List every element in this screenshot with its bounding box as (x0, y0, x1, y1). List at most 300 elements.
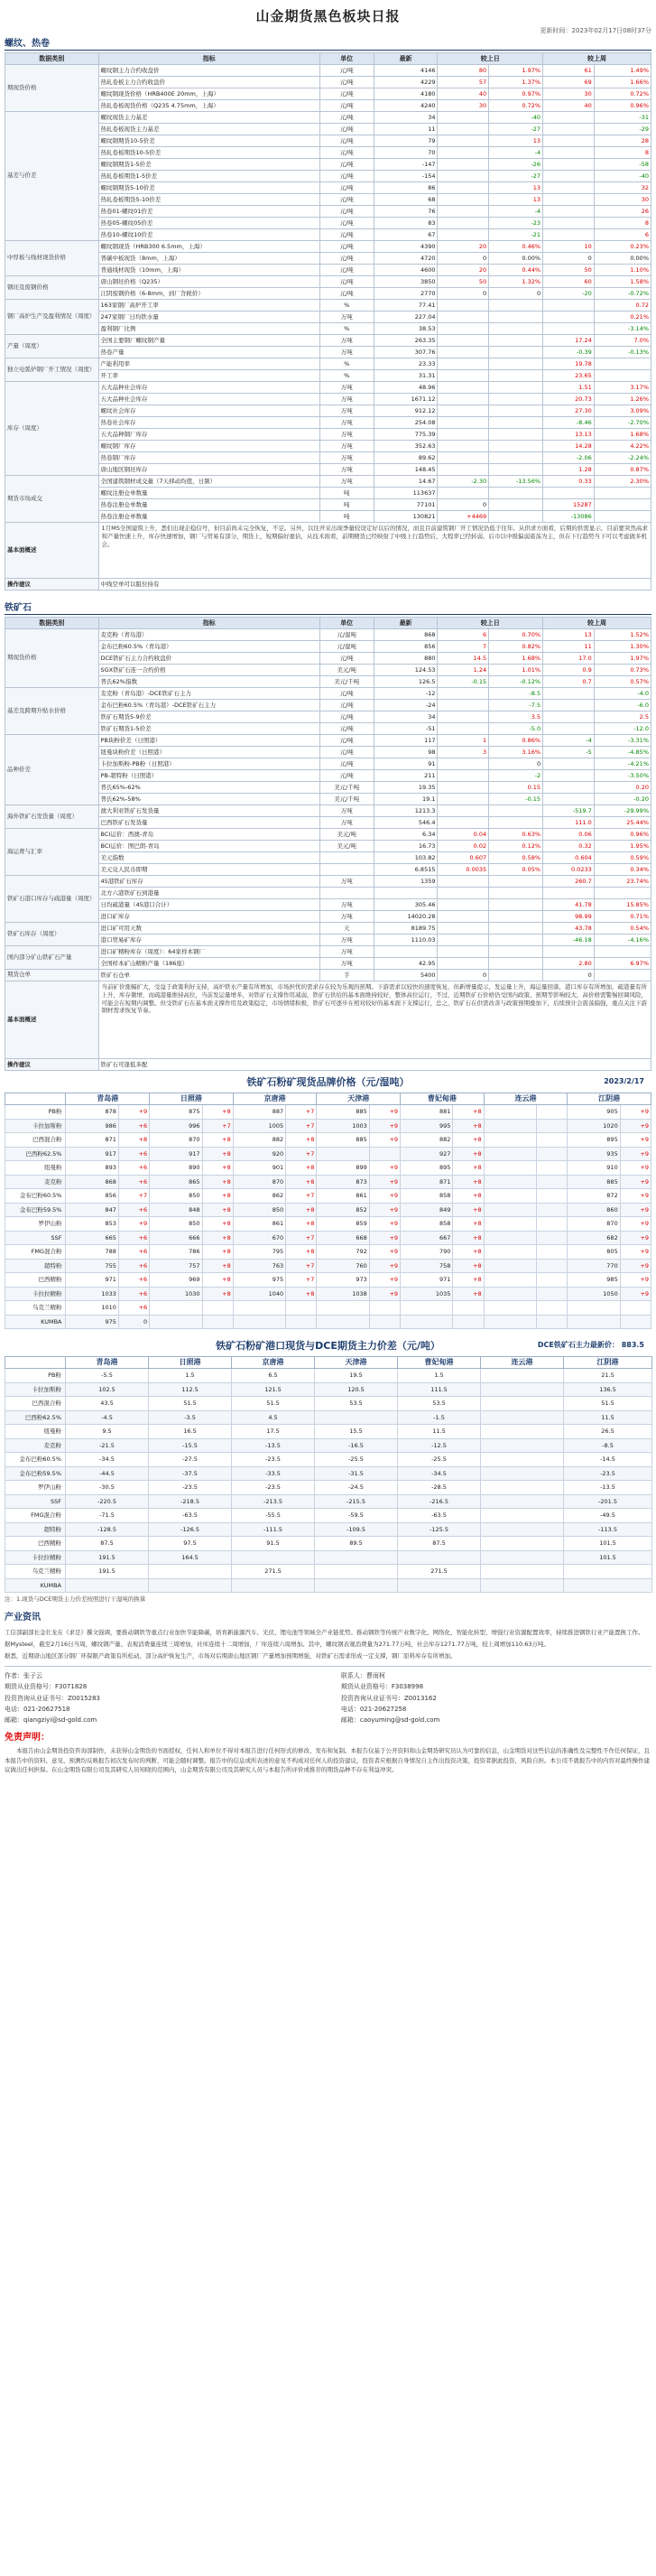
change-cell (438, 723, 489, 735)
unit-cell: 万吨 (319, 805, 374, 817)
price-cell (484, 1273, 536, 1288)
change-cell (438, 417, 489, 429)
indicator-cell: 螺纹社会库存 (98, 405, 319, 417)
basis-cell: 1.5 (398, 1369, 481, 1383)
basis-cell: 11.5 (564, 1410, 652, 1425)
ore-name: 巴西混合粉 (5, 1397, 66, 1411)
change-cell: 13.13 (543, 429, 595, 441)
price-cell: 973 (317, 1273, 369, 1288)
industry-title: 产业资讯 (5, 1613, 41, 1623)
price-cell: 971 (401, 1273, 453, 1288)
ore-name: PB粉 (5, 1369, 66, 1383)
change-cell: 30 (438, 100, 489, 112)
price-cell (233, 1301, 285, 1316)
category-cell: 铁矿石库存（周度） (5, 923, 99, 946)
basis-cell (315, 1578, 398, 1593)
basis-cell: -27.5 (149, 1453, 232, 1467)
basis-cell: 271.5 (398, 1565, 481, 1579)
price-cell (484, 1175, 536, 1189)
price-cell: 682 (568, 1231, 620, 1245)
price-cell: 887 (233, 1105, 285, 1120)
change-cell: +7 (202, 1119, 233, 1133)
change-cell: -5 (543, 747, 595, 758)
unit-cell: 万吨 (319, 417, 374, 429)
price-cell (317, 1315, 369, 1329)
indicator-cell: 五大品种社会库存 (98, 382, 319, 394)
indicator-cell: 铁矿石期货1-5价差 (98, 723, 319, 735)
change-cell: 0.97% (489, 88, 543, 100)
change-cell: 0.05% (489, 864, 543, 876)
basis-cell (481, 1425, 564, 1439)
table-row (5, 1217, 651, 1232)
price-cell: 1010 (66, 1301, 118, 1316)
unit-cell: 元/吨 (319, 276, 374, 288)
table-row (5, 124, 651, 135)
price-cell: 760 (317, 1259, 369, 1273)
indicator-cell: 盈利钢厂比例 (98, 323, 319, 335)
change-cell: 0.00% (489, 253, 543, 265)
price-cell: 996 (150, 1119, 202, 1133)
basis-cell: 19.5 (315, 1369, 398, 1383)
basis-cell: 120.5 (315, 1382, 398, 1397)
unit-cell: 万吨 (319, 464, 374, 476)
category-cell: 期现货价格 (5, 629, 99, 688)
iron-table (5, 617, 651, 1071)
price-cell: 969 (150, 1273, 202, 1288)
change-cell: +8 (286, 1203, 317, 1217)
unit-cell: % (319, 358, 374, 370)
unit-cell: 吨 (319, 499, 374, 511)
latest-cell: 305.46 (374, 899, 438, 911)
indicator-cell: 热轧卷板期货5-10价差 (98, 194, 319, 206)
latest-cell: 4229 (374, 77, 438, 88)
unit-cell: 元/吨 (319, 88, 374, 100)
change-cell: -5.0 (489, 723, 543, 735)
change-cell (594, 511, 651, 523)
port-header: 京唐港 (232, 1357, 315, 1369)
change-cell: -12.0 (594, 723, 651, 735)
table-row (5, 1105, 651, 1120)
change-cell: -2.70% (594, 417, 651, 429)
basis-cell (315, 1410, 398, 1425)
change-cell: 8 (594, 147, 651, 159)
change-cell: +6 (118, 1301, 149, 1316)
latest-cell: 42.95 (374, 958, 438, 970)
change-cell: +9 (369, 1217, 400, 1232)
change-cell: 1.01% (489, 665, 543, 676)
change-cell: +9 (369, 1105, 400, 1120)
category-cell: 铁矿石港口库存与疏港量（周度） (5, 876, 99, 923)
basis-cell: 17.5 (232, 1425, 315, 1439)
basis-cell: -128.5 (66, 1522, 149, 1537)
table-row (5, 817, 651, 829)
indicator-cell: 港口贸易矿库存 (98, 935, 319, 946)
change-cell: 20 (438, 241, 489, 253)
change-cell: 30 (543, 88, 595, 100)
basis-cell: -125.5 (398, 1522, 481, 1537)
port-header: 江阴港 (568, 1093, 651, 1105)
table-row (5, 1522, 652, 1537)
latest-cell: 1110.03 (374, 935, 438, 946)
price-cell: 927 (401, 1147, 453, 1161)
price-cell: 870 (150, 1133, 202, 1148)
table-row (5, 1550, 652, 1565)
price-cell: 850 (150, 1217, 202, 1232)
latest-cell (374, 946, 438, 958)
change-cell (438, 370, 489, 382)
change-cell (438, 441, 489, 452)
change-cell (438, 817, 489, 829)
latest-cell: 263.35 (374, 335, 438, 347)
ore-name: 罗伊山粉 (5, 1481, 66, 1495)
table-row (5, 452, 651, 464)
unit-cell: 万吨 (319, 347, 374, 358)
basis-cell: -37.5 (149, 1466, 232, 1481)
ore-name: 金布巴粉59.5% (5, 1203, 66, 1217)
price-cell: 971 (66, 1273, 118, 1288)
price-cell: 917 (150, 1147, 202, 1161)
latest-cell: 103.82 (374, 852, 438, 864)
change-cell: +8 (286, 1133, 317, 1148)
unit-cell: 元/吨 (319, 758, 374, 770)
change-cell: 13 (489, 182, 543, 194)
latest-cell: 4720 (374, 253, 438, 265)
price-cell (317, 1147, 369, 1161)
change-cell (537, 1259, 568, 1273)
change-cell: +9 (369, 1175, 400, 1189)
table-row (5, 1494, 652, 1509)
change-cell: +8 (453, 1133, 484, 1148)
latest-cell: 4146 (374, 65, 438, 77)
price-cell (484, 1203, 536, 1217)
unit-cell: 万吨 (319, 335, 374, 347)
change-cell: 60 (543, 276, 595, 288)
change-cell (438, 452, 489, 464)
basis-title-text: 铁矿石粉矿港口现货与DCE期货主力价差（元/吨） (216, 1340, 440, 1352)
price-cell: 895 (568, 1133, 620, 1148)
change-cell (438, 700, 489, 711)
price-cell (568, 1301, 620, 1316)
change-cell (202, 1315, 233, 1329)
change-cell: +8 (202, 1245, 233, 1260)
strategy-label: 操作建议 (5, 579, 99, 591)
change-cell: 20.73 (543, 394, 595, 405)
basis-cell: -59.5 (315, 1509, 398, 1523)
basic-text: 1月MS全国建筑上升，悉们出现企稳信号，但目前尚未完全恢复，不足。另外，以往开采出现季量较设定好以后的情况，而且目前建筑钢厂开工情况仍低于往年。从供求方面看，后期的供需显示，目前要突然高求和产量快速上升，库存快速增加，钢厂与贸易有部分，期货上，短期偏好重估，从技术面看，前期精货已经映射了中级上行趋势后，大程率已经转弱，后市以中级偏弱震荡为主，但在下行趋势当下可以考虑做多机会。 (98, 523, 651, 579)
change-cell: 1.37% (489, 77, 543, 88)
unit-cell: 元/吨 (319, 723, 374, 735)
basis-cell: -8.5 (564, 1438, 652, 1453)
price-cell: 805 (568, 1245, 620, 1260)
latest-cell (374, 888, 438, 899)
change-cell: 98.99 (543, 911, 595, 923)
table-row (5, 323, 651, 335)
unit-cell: 万吨 (319, 405, 374, 417)
change-cell: 27.30 (543, 405, 595, 417)
change-cell (537, 1301, 568, 1316)
price-cell: 847 (66, 1203, 118, 1217)
price-cell (484, 1231, 536, 1245)
change-cell: +8 (202, 1175, 233, 1189)
basis-cell (481, 1537, 564, 1551)
table-row (5, 147, 651, 159)
change-cell: -0.72% (594, 288, 651, 300)
price-cell: 860 (568, 1203, 620, 1217)
latest-cell: -154 (374, 171, 438, 182)
col-category: 数据类别 (5, 618, 99, 629)
change-cell (543, 700, 595, 711)
change-cell: 1.58% (594, 276, 651, 288)
unit-cell: 万吨 (319, 476, 374, 488)
basis-cell: 6.5 (232, 1369, 315, 1383)
table-row (5, 911, 651, 923)
indicator-cell: 五大品种社会库存 (98, 394, 319, 405)
price-cell: 870 (233, 1175, 285, 1189)
indicator-cell: 普氏65%-62% (98, 782, 319, 794)
latest-cell: -12 (374, 688, 438, 700)
indicator-cell: 普碳中板现货（8mm，上海） (98, 253, 319, 265)
port-header: 青岛港 (66, 1093, 150, 1105)
table-row (5, 265, 651, 276)
table-row (5, 288, 651, 300)
price-cell: 882 (233, 1133, 285, 1148)
basis-cell (481, 1522, 564, 1537)
change-cell: 3.09% (594, 405, 651, 417)
basis-cell: -113.5 (564, 1522, 652, 1537)
basis-cell: 191.5 (66, 1550, 149, 1565)
table-row (5, 1382, 652, 1397)
change-cell (489, 382, 543, 394)
change-cell: +8 (202, 1287, 233, 1301)
unit-cell: 元/吨 (319, 770, 374, 782)
price-cell: 1033 (66, 1287, 118, 1301)
change-cell: 0.00% (594, 253, 651, 265)
latest-cell: 227.04 (374, 312, 438, 323)
latest-cell: 1213.3 (374, 805, 438, 817)
unit-cell: % (319, 300, 374, 312)
table-row (5, 229, 651, 241)
indicator-cell: 美元指数 (98, 852, 319, 864)
indicator-cell: 进口矿库存 (98, 911, 319, 923)
change-cell (537, 1231, 568, 1245)
change-cell (594, 888, 651, 899)
change-cell: 0.73% (594, 665, 651, 676)
basis-cell (481, 1382, 564, 1397)
latest-cell: 5400 (374, 970, 438, 981)
dce-latest (538, 1341, 644, 1350)
table-row (5, 312, 651, 323)
change-cell (286, 1315, 317, 1329)
table-row (5, 370, 651, 382)
indicator-cell: 唐山钢坯价格（Q235） (98, 276, 319, 288)
change-cell: 0.02 (438, 841, 489, 852)
change-cell: 15287 (543, 499, 595, 511)
change-cell: -0.39 (543, 347, 595, 358)
change-cell (489, 312, 543, 323)
change-cell: +9 (620, 1259, 651, 1273)
change-cell: +9 (620, 1217, 651, 1232)
change-cell (489, 464, 543, 476)
latest-cell: 130821 (374, 511, 438, 523)
table-row (5, 1161, 651, 1176)
change-cell (489, 300, 543, 312)
price-cell (484, 1259, 536, 1273)
table-row (5, 723, 651, 735)
contact-license: 期货从业资格号：F3038998 (340, 1683, 424, 1691)
latest-cell: 6.8515 (374, 864, 438, 876)
change-cell: +8 (202, 1259, 233, 1273)
basis-cell: -23.5 (232, 1453, 315, 1467)
basis-cell: -44.5 (66, 1466, 149, 1481)
table-row (5, 1315, 651, 1329)
basis-cell (315, 1565, 398, 1579)
change-cell (453, 1301, 484, 1316)
change-cell: -0.13% (594, 347, 651, 358)
change-cell: 1.30% (594, 641, 651, 653)
change-cell: +8 (202, 1161, 233, 1176)
change-cell: 0.23% (594, 241, 651, 253)
col-indicator: 指标 (98, 53, 319, 65)
iron-section-title: 铁矿石 (5, 601, 651, 615)
change-cell (438, 805, 489, 817)
latest-cell: 11 (374, 124, 438, 135)
latest-cell: 31.31 (374, 370, 438, 382)
price-cell: 858 (401, 1217, 453, 1232)
contact-cert: 投资咨询从业证书号：Z0013162 (340, 1694, 437, 1702)
basis-cell: -1.5 (398, 1410, 481, 1425)
table-row (5, 735, 651, 747)
iron-strategy-row (5, 1059, 651, 1071)
latest-cell: 19.35 (374, 782, 438, 794)
unit-cell: 元/吨 (319, 735, 374, 747)
table-row (5, 488, 651, 499)
change-cell: 0.604 (543, 852, 595, 864)
change-cell (543, 711, 595, 723)
table-row (5, 1466, 652, 1481)
change-cell: 1.52% (594, 629, 651, 641)
change-cell: -4.85% (594, 747, 651, 758)
contact-email[interactable]: 邮箱：caoyuming@sd-gold.com (340, 1716, 440, 1725)
change-cell: 40 (438, 88, 489, 100)
change-cell: 0 (543, 253, 595, 265)
change-cell: 0.12% (489, 841, 543, 852)
change-cell: -7.5 (489, 700, 543, 711)
basis-cell: 53.5 (315, 1397, 398, 1411)
price-cell: 667 (401, 1231, 453, 1245)
indicator-cell: 热卷钢厂库存 (98, 452, 319, 464)
basis-cell (149, 1565, 232, 1579)
latest-cell: 868 (374, 629, 438, 641)
change-cell: 26 (594, 206, 651, 218)
unit-cell: 元/吨 (319, 688, 374, 700)
basis-cell (481, 1466, 564, 1481)
change-cell: +8 (286, 1161, 317, 1176)
change-cell (438, 946, 489, 958)
indicator-cell: 热轧卷板现货价格（Q235 4.75mm，上海） (98, 100, 319, 112)
basis-cell: -13.5 (564, 1481, 652, 1495)
change-cell (489, 405, 543, 417)
basis-cell: -220.5 (66, 1494, 149, 1509)
latest-cell: 68 (374, 194, 438, 206)
indicator-cell: 澳大利亚铁矿石发货量 (98, 805, 319, 817)
change-cell (438, 323, 489, 335)
change-cell (438, 923, 489, 935)
port-header: 京唐港 (233, 1093, 317, 1105)
change-cell: -2.06 (543, 452, 595, 464)
table-row (5, 65, 651, 77)
price-cell (484, 1147, 536, 1161)
strategy-text: 中线空单可以阻位持有 (98, 579, 651, 591)
basis-cell: 89.5 (315, 1537, 398, 1551)
change-cell: +6 (118, 1147, 149, 1161)
ore-name: 卡拉加斯粉 (5, 1382, 66, 1397)
spot-price-header (5, 1093, 651, 1105)
corner-cell (5, 1357, 66, 1369)
change-cell: -4 (543, 735, 595, 747)
unit-cell: 美元/千吨 (319, 782, 374, 794)
basis-cell: -213.5 (232, 1494, 315, 1509)
table-row (5, 711, 651, 723)
table-row (5, 1189, 651, 1204)
change-cell: 1.26% (594, 394, 651, 405)
price-cell: 975 (66, 1315, 118, 1329)
author-email[interactable]: 邮箱：qiangziyi@sd-gold.com (5, 1716, 97, 1725)
latest-cell: 4240 (374, 100, 438, 112)
price-cell: 878 (66, 1105, 118, 1120)
indicator-cell: 螺纹注册仓单数量 (98, 488, 319, 499)
price-cell: 763 (233, 1259, 285, 1273)
table-row (5, 758, 651, 770)
latest-cell: 775.39 (374, 429, 438, 441)
change-cell: +6 (118, 1231, 149, 1245)
disclaimer-text: 本报告由山金期货投资咨询部制作，未获得山金期货的书面授权，任何人和单位不得对本报告进行任何形式的修改、发布和复制。本报告仅基于公开资料和山金期货研究员认为可靠的信息，山金期货对这些信息的准确性及完整性不作任何保证，且本报告中的资料、意见、预测均反映报告初次发布时的判断，可能会随时调整。报告中的信息或所表述的意见不构成对任何人的投资建议，投资者应根据自身情况自主作出投资决策，投资者据此投资，风险自担。本公司不就报告中的内容对最终操作建议做出任何担保。在山金期货有限公司及其研究人员知晓的范围内，山金期货有限公司及其研究人员与本报告所评价或推荐的期货品种不存在利益冲突。 (5, 1747, 650, 1773)
change-cell: 0 (489, 288, 543, 300)
change-cell: +8 (202, 1203, 233, 1217)
change-cell: +9 (620, 1175, 651, 1189)
table-row (5, 841, 651, 852)
table-row (5, 1369, 652, 1383)
basis-cell: 101.5 (564, 1550, 652, 1565)
change-cell: 3 (438, 747, 489, 758)
col-vs-prev-week: 较上周 (543, 618, 651, 629)
price-cell: 910 (568, 1161, 620, 1176)
price-cell: 850 (233, 1203, 285, 1217)
basis-cell: 101.5 (564, 1537, 652, 1551)
latest-cell: 83 (374, 218, 438, 229)
indicator-cell: 247家钢厂日均铁水量 (98, 312, 319, 323)
change-cell: +6 (118, 1245, 149, 1260)
unit-cell: % (319, 370, 374, 382)
change-cell (438, 876, 489, 888)
change-cell: 0.63% (489, 829, 543, 841)
basis-cell: -28.5 (398, 1481, 481, 1495)
table-row (5, 171, 651, 182)
table-row (5, 499, 651, 511)
spot-price-date: 2023/2/17 (604, 1077, 644, 1085)
indicator-cell: 进口矿精粉库存（周度）：64家样本钢厂 (98, 946, 319, 958)
change-cell: +8 (202, 1273, 233, 1288)
table-row (5, 347, 651, 358)
change-cell: -4.21% (594, 758, 651, 770)
table-row (5, 1273, 651, 1288)
basis-cell: -216.5 (398, 1494, 481, 1509)
change-cell (438, 335, 489, 347)
change-cell (594, 370, 651, 382)
change-cell (543, 946, 595, 958)
change-cell (489, 347, 543, 358)
basis-cell (232, 1550, 315, 1565)
table-row (5, 864, 651, 876)
